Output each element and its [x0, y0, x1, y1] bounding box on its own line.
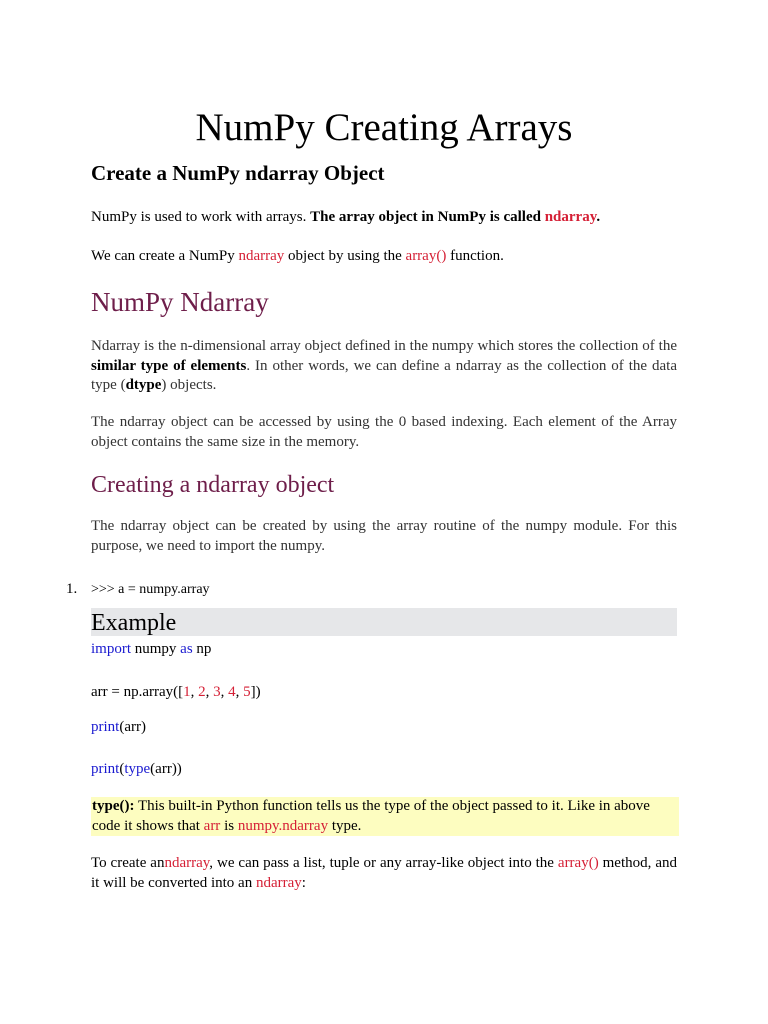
code-line-print-arr	[91, 718, 677, 738]
section-heading-creating: Creating a ndarray object	[91, 472, 335, 498]
final-text-e: method, and it will be converted into an	[91, 855, 677, 891]
array-function-term: array()	[405, 248, 447, 264]
section-heading-ndarray: NumPy Ndarray	[91, 287, 269, 317]
code-line-import	[91, 640, 677, 660]
code-line-print-type	[91, 760, 677, 780]
number-literal: 2	[198, 684, 206, 700]
separator: ,	[235, 684, 244, 700]
intro-text: NumPy is used to work with arrays.	[91, 209, 311, 225]
paragraph-creating: The ndarray object can be created by using the array routine of the numpy module. For this purpose, we need to import the numpy.	[91, 518, 677, 554]
separator: ,	[190, 684, 199, 700]
ndarray-def-text-c: ) objects.	[161, 377, 217, 393]
ndarray-term: ndarray	[238, 248, 285, 264]
note-text-c: is	[220, 817, 238, 834]
paren-open: (	[119, 761, 125, 777]
note-type-function	[91, 797, 679, 836]
ndarray-def-text-b: . In other words, we can define a ndarray as the collection of the data type (	[91, 357, 677, 393]
final-text-c: , we can pass a list, tuple or any array-like object into the	[209, 855, 558, 871]
array-call-end: ])	[250, 684, 261, 700]
type-args: (arr))	[150, 761, 182, 777]
section-heading-create: Create a NumPy ndarray Object	[91, 161, 385, 185]
alias-name: np	[192, 641, 212, 657]
array-function-term: array()	[557, 855, 599, 871]
number-literal: 3	[213, 684, 221, 700]
print-args: (arr)	[119, 719, 146, 735]
builtin-print: print	[91, 719, 120, 735]
paragraph-intro	[91, 208, 677, 228]
note-text-a: This built-in Python function tells us the type of the object passed to it. Like in above code it shows that	[92, 798, 650, 834]
ndarray-term: ndarray	[255, 874, 302, 891]
list-code: >>> a = numpy.array	[91, 582, 210, 597]
number-literal: 5	[243, 684, 251, 700]
create-text-a: We can create a NumPy	[91, 248, 239, 264]
ndarray-term: ndarray	[544, 209, 597, 225]
separator: ,	[220, 684, 229, 700]
paragraph-indexing: The ndarray object can be accessed by using the 0 based indexing. Each element of the Array object contains the same size in the memory.	[91, 414, 677, 450]
number-literal: 4	[228, 684, 236, 700]
example-heading: Example	[91, 608, 677, 636]
code-line-array	[91, 683, 677, 703]
ndarray-term: ndarray	[164, 855, 210, 871]
numpy-ndarray-term: numpy.ndarray	[237, 817, 329, 834]
keyword-as: as	[180, 641, 193, 657]
builtin-print: print	[91, 761, 120, 777]
array-call-start: arr = np.array([	[91, 684, 184, 700]
note-text-e: type.	[328, 817, 362, 834]
arr-term: arr	[203, 817, 221, 834]
final-colon: :	[301, 874, 306, 891]
note-label: type():	[92, 798, 135, 814]
dtype-term: dtype	[125, 377, 162, 393]
page-title: NumPy Creating Arrays	[195, 106, 573, 149]
keyword-import: import	[91, 641, 131, 657]
ndarray-def-text-a: Ndarray is the n-dimensional array object defined in the numpy which stores the collection of the	[91, 338, 677, 354]
number-literal: 1	[183, 684, 191, 700]
paragraph-ndarray-definition	[91, 337, 677, 396]
paragraph-final	[91, 854, 677, 893]
builtin-type: type	[124, 761, 151, 777]
module-name: numpy	[131, 641, 181, 657]
final-text-a: To create an	[91, 855, 165, 871]
intro-bold-text: The array object in NumPy is called	[310, 209, 545, 225]
ndarray-def-bold: similar type of elements	[91, 357, 247, 374]
create-text-b: object by using the	[284, 248, 406, 264]
separator: ,	[205, 684, 214, 700]
intro-period: .	[596, 209, 601, 225]
list-number: 1.	[66, 581, 78, 597]
paragraph-create	[91, 247, 677, 267]
create-text-c: function.	[446, 248, 504, 264]
